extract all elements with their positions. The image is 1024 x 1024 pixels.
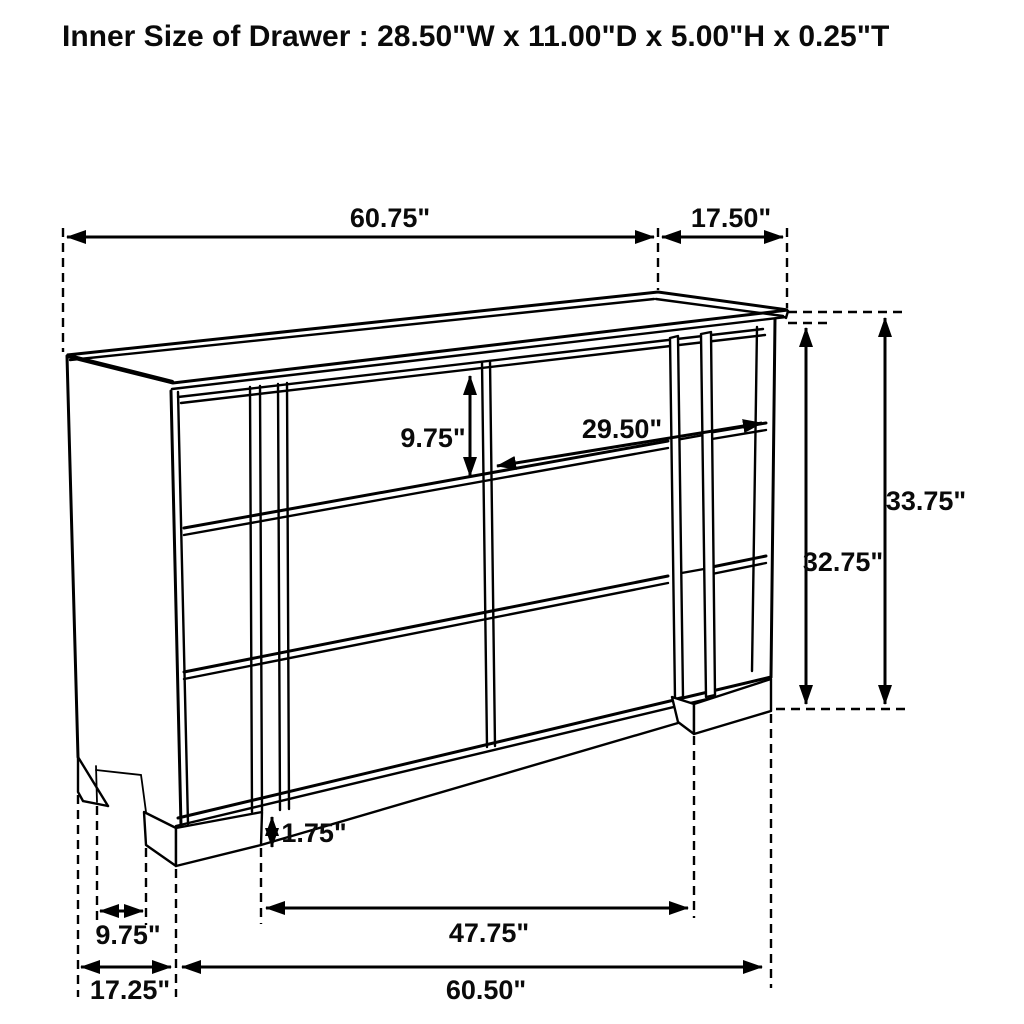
feet xyxy=(144,679,771,866)
front-right-foot xyxy=(672,697,694,734)
feet-span-label: 47.75" xyxy=(448,918,530,948)
top-depth-label: 17.50" xyxy=(690,203,772,233)
vertical-trim xyxy=(250,332,715,812)
body-height-label: 32.75" xyxy=(802,547,884,577)
floor-depth-label: 17.25" xyxy=(89,975,171,1005)
page-title: Inner Size of Drawer : 28.50"W x 11.00"D x 5.00"H x 0.25"T xyxy=(62,20,890,53)
drawer-width-label: 29.50" xyxy=(581,414,663,444)
foot-spacing-label: 9.75" xyxy=(95,920,161,950)
base-height-label: 1.75" xyxy=(281,818,347,848)
dresser-drawing xyxy=(67,292,788,866)
right-trim-bar xyxy=(701,332,715,697)
base-width-label: 60.50" xyxy=(445,975,527,1005)
front-left-foot xyxy=(144,812,176,866)
left-side-panel xyxy=(67,356,146,812)
drawer-front-height-label: 9.75" xyxy=(400,423,466,453)
right-trim-bar xyxy=(670,336,683,699)
top-width-label: 60.75" xyxy=(349,203,431,233)
total-height-label: 33.75" xyxy=(885,486,967,516)
